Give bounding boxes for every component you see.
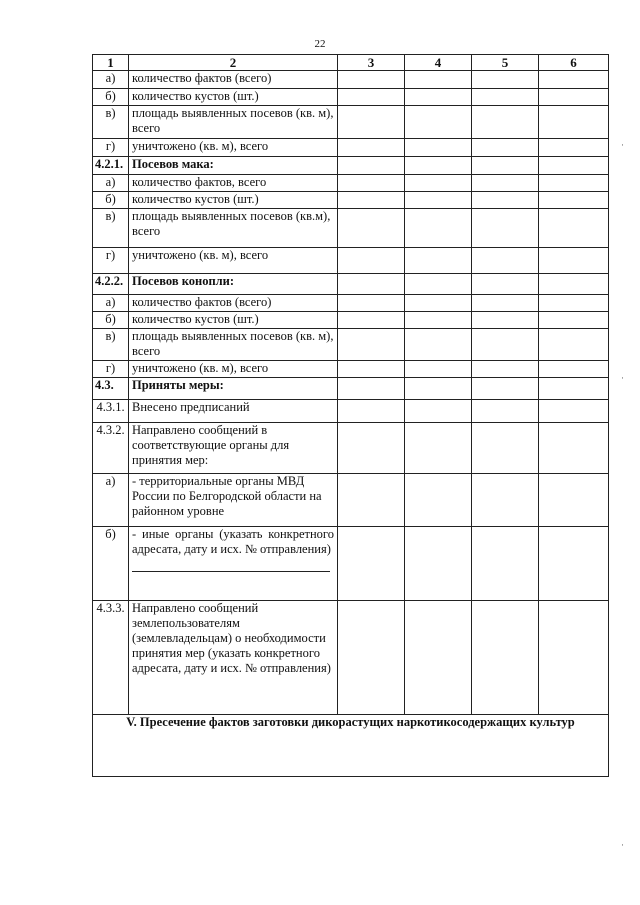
value-cell[interactable]: [405, 157, 472, 175]
value-cell[interactable]: [405, 423, 472, 474]
value-cell[interactable]: [539, 423, 609, 474]
report-table: [92, 54, 609, 777]
table-row: [93, 295, 609, 312]
row-label-text: Внесено предписаний: [132, 400, 250, 414]
value-cell[interactable]: [405, 89, 472, 106]
section-title: V. Пресечение фактов заготовки дикорастущих наркотикосодержащих культур: [93, 715, 609, 777]
row-number: 4.2.1.: [93, 157, 129, 175]
value-cell[interactable]: [472, 601, 539, 715]
value-cell[interactable]: [539, 274, 609, 295]
value-cell[interactable]: [472, 312, 539, 329]
row-label: [129, 400, 338, 423]
value-cell[interactable]: [338, 361, 405, 378]
table-row: [93, 157, 609, 175]
value-cell[interactable]: [472, 400, 539, 423]
column-header: 4: [405, 55, 472, 71]
value-cell[interactable]: [405, 209, 472, 248]
row-label-text: количество кустов (шт.): [132, 89, 259, 103]
value-cell[interactable]: [338, 378, 405, 400]
value-cell[interactable]: [472, 139, 539, 157]
value-cell[interactable]: [472, 423, 539, 474]
row-label-text: - иные органы (указать конкретного адресата, дату и исх. № отправления): [132, 527, 334, 556]
row-label-text: количество кустов (шт.): [132, 192, 259, 206]
value-cell[interactable]: [405, 274, 472, 295]
row-number: г): [93, 361, 129, 378]
table-row: [93, 89, 609, 106]
row-label: [129, 274, 338, 295]
value-cell[interactable]: [472, 527, 539, 601]
value-cell[interactable]: [472, 106, 539, 139]
value-cell[interactable]: [539, 175, 609, 192]
row-label: [129, 378, 338, 400]
value-cell[interactable]: [405, 361, 472, 378]
scan-dot: ·: [621, 140, 624, 150]
value-cell[interactable]: [338, 527, 405, 601]
value-cell[interactable]: [405, 106, 472, 139]
row-number: 4.3.1.: [93, 400, 129, 423]
row-label-text: Посевов мака:: [132, 157, 214, 171]
table-row: [93, 175, 609, 192]
table-row: [93, 248, 609, 274]
row-label: [129, 192, 338, 209]
column-header: 2: [129, 55, 338, 71]
value-cell[interactable]: [472, 248, 539, 274]
value-cell[interactable]: [338, 192, 405, 209]
value-cell[interactable]: [338, 139, 405, 157]
row-number: б): [93, 312, 129, 329]
row-label-text: площадь выявленных посевов (кв. м), всего: [132, 329, 334, 358]
report-table-body: [93, 55, 609, 777]
value-cell[interactable]: [338, 295, 405, 312]
value-cell[interactable]: [539, 139, 609, 157]
value-cell[interactable]: [338, 423, 405, 474]
value-cell[interactable]: [338, 400, 405, 423]
value-cell[interactable]: [539, 157, 609, 175]
row-label: [129, 527, 338, 601]
value-cell[interactable]: [472, 361, 539, 378]
row-number: в): [93, 106, 129, 139]
value-cell[interactable]: [338, 601, 405, 715]
table-row: [93, 139, 609, 157]
value-cell[interactable]: [338, 274, 405, 295]
value-cell[interactable]: [405, 312, 472, 329]
value-cell[interactable]: [338, 89, 405, 106]
row-number: а): [93, 175, 129, 192]
row-number: а): [93, 474, 129, 527]
value-cell[interactable]: [405, 400, 472, 423]
value-cell[interactable]: [539, 400, 609, 423]
value-cell[interactable]: [338, 329, 405, 361]
table-row: [93, 378, 609, 400]
row-label: [129, 312, 338, 329]
scan-dot: ·: [621, 840, 624, 850]
value-cell[interactable]: [405, 378, 472, 400]
row-label: [129, 329, 338, 361]
table-row: [93, 329, 609, 361]
row-label-text: уничтожено (кв. м), всего: [132, 139, 269, 153]
section-row: [93, 715, 609, 777]
row-number: а): [93, 71, 129, 89]
column-header: 5: [472, 55, 539, 71]
table-row: [93, 423, 609, 474]
table-row: [93, 71, 609, 89]
value-cell[interactable]: [338, 474, 405, 527]
row-label-text: Приняты меры:: [132, 378, 224, 392]
value-cell[interactable]: [405, 248, 472, 274]
table-row: [93, 474, 609, 527]
row-label: [129, 601, 338, 715]
value-cell[interactable]: [405, 601, 472, 715]
row-label: [129, 89, 338, 106]
row-number: г): [93, 139, 129, 157]
value-cell[interactable]: [539, 601, 609, 715]
column-header: 1: [93, 55, 129, 71]
row-number: 4.3.3.: [93, 601, 129, 715]
column-header: 6: [539, 55, 609, 71]
page-number: 22: [314, 38, 326, 50]
row-label-text: Направлено сообщений в соответствующие органы для принятия мер:: [132, 423, 290, 467]
row-label-text: количество фактов (всего): [132, 295, 272, 309]
value-cell[interactable]: [472, 378, 539, 400]
row-label: [129, 361, 338, 378]
table-row: [93, 274, 609, 295]
row-number: 4.3.2.: [93, 423, 129, 474]
value-cell[interactable]: [539, 295, 609, 312]
value-cell[interactable]: [338, 157, 405, 175]
value-cell[interactable]: [472, 274, 539, 295]
table-row: [93, 209, 609, 248]
value-cell[interactable]: [539, 474, 609, 527]
row-label-text: Посевов конопли:: [132, 274, 235, 288]
value-cell[interactable]: [539, 329, 609, 361]
row-label-text: Направлено сообщений землепользователям (землевладельцам) о необходимости принятия мер (указать конкретного адресата, дату и исх. № отправления): [132, 601, 331, 675]
value-cell[interactable]: [472, 329, 539, 361]
row-label: [129, 71, 338, 89]
row-label-text: - территориальные органы МВД России по Белгородской области на районном уровне: [132, 474, 322, 518]
value-cell[interactable]: [539, 312, 609, 329]
value-cell[interactable]: [338, 71, 405, 89]
row-label-text: количество фактов (всего): [132, 71, 272, 85]
scan-dot: ·: [621, 373, 624, 383]
row-label: [129, 248, 338, 274]
value-cell[interactable]: [405, 474, 472, 527]
value-cell[interactable]: [472, 209, 539, 248]
row-label: [129, 423, 338, 474]
row-label: [129, 295, 338, 312]
table-row: [93, 601, 609, 715]
value-cell[interactable]: [338, 312, 405, 329]
row-number: б): [93, 89, 129, 106]
value-cell[interactable]: [472, 89, 539, 106]
value-cell[interactable]: [472, 157, 539, 175]
row-number: 4.2.2.: [93, 274, 129, 295]
row-label-text: площадь выявленных посевов (кв. м), всего: [132, 106, 334, 135]
value-cell[interactable]: [539, 192, 609, 209]
value-cell[interactable]: [539, 527, 609, 601]
value-cell[interactable]: [405, 295, 472, 312]
row-number: 4.3.: [93, 378, 129, 400]
value-cell[interactable]: [405, 175, 472, 192]
value-cell[interactable]: [338, 209, 405, 248]
row-label: [129, 157, 338, 175]
row-number: б): [93, 527, 129, 601]
value-cell[interactable]: [472, 295, 539, 312]
value-cell[interactable]: [338, 248, 405, 274]
value-cell[interactable]: [539, 361, 609, 378]
row-label-text: количество фактов, всего: [132, 175, 267, 189]
table-header-row: [93, 55, 609, 71]
value-cell[interactable]: [539, 378, 609, 400]
value-cell[interactable]: [539, 71, 609, 89]
row-label: [129, 209, 338, 248]
row-label-text: площадь выявленных посевов (кв.м), всего: [132, 209, 331, 238]
value-cell[interactable]: [405, 71, 472, 89]
column-header: 3: [338, 55, 405, 71]
value-cell[interactable]: [405, 527, 472, 601]
row-number: б): [93, 192, 129, 209]
row-label: [129, 175, 338, 192]
row-number: в): [93, 209, 129, 248]
row-number: г): [93, 248, 129, 274]
value-cell[interactable]: [539, 209, 609, 248]
row-number: а): [93, 295, 129, 312]
table-row: [93, 312, 609, 329]
table-row: [93, 106, 609, 139]
row-label: [129, 139, 338, 157]
table-row: [93, 192, 609, 209]
value-cell[interactable]: [539, 106, 609, 139]
table-row: [93, 400, 609, 423]
signature-line: [132, 571, 330, 572]
table-row: [93, 361, 609, 378]
value-cell[interactable]: [472, 71, 539, 89]
table-row: [93, 527, 609, 601]
row-label-text: уничтожено (кв. м), всего: [132, 361, 269, 375]
value-cell[interactable]: [472, 192, 539, 209]
row-number: в): [93, 329, 129, 361]
value-cell[interactable]: [338, 175, 405, 192]
value-cell[interactable]: [405, 329, 472, 361]
value-cell[interactable]: [539, 89, 609, 106]
row-label-text: уничтожено (кв. м), всего: [132, 248, 269, 262]
value-cell[interactable]: [405, 192, 472, 209]
row-label-text: количество кустов (шт.): [132, 312, 259, 326]
value-cell[interactable]: [472, 175, 539, 192]
value-cell[interactable]: [472, 474, 539, 527]
row-label: [129, 474, 338, 527]
value-cell[interactable]: [539, 248, 609, 274]
value-cell[interactable]: [338, 106, 405, 139]
row-label: [129, 106, 338, 139]
value-cell[interactable]: [405, 139, 472, 157]
